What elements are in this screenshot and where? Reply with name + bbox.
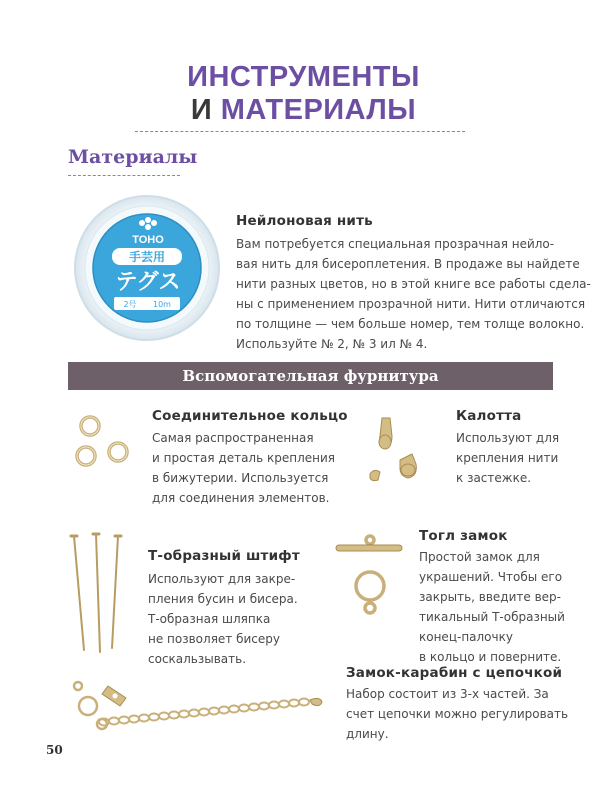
ring-line: в бижутерии. Используется xyxy=(152,471,329,485)
nylon-title: Нейлоновая нить xyxy=(236,213,373,229)
section-divider xyxy=(68,175,180,176)
clasp-title: Замок-карабин с цепочкой xyxy=(346,665,563,681)
toggle-line: в кольцо и поверните. xyxy=(419,650,562,664)
toggle-clasp-image xyxy=(330,532,410,632)
nylon-line: ны с применением прозрачной нити. Нити отличаются xyxy=(236,297,586,311)
t-pins-image xyxy=(64,528,134,658)
nylon-line: по толщине — чем больше номер, тем толще волокно. xyxy=(236,317,585,331)
nylon-line: Используйте № 2, № 3 ил № 4. xyxy=(236,337,428,351)
thread-spool-image xyxy=(72,193,222,343)
spool-brand: TOHO xyxy=(132,234,164,246)
fittings-band-title: Вспомогательная фурнитура xyxy=(182,367,439,385)
calotte-line: крепления нити xyxy=(456,451,559,465)
title-divider xyxy=(135,131,465,132)
nylon-line: вая нить для бисероплетения. В продаже вы найдете xyxy=(236,257,580,271)
jump-rings-image xyxy=(70,412,140,472)
ring-description xyxy=(152,428,335,508)
toggle-title: Тогл замок xyxy=(419,528,508,544)
page-number: 50 xyxy=(46,743,63,757)
calotte-title: Калотта xyxy=(456,408,522,424)
tpin-line: Т-образная шляпка xyxy=(148,612,271,626)
nylon-line: Вам потребуется специальная прозрачная нейло- xyxy=(236,237,555,251)
calotte-image xyxy=(360,412,440,492)
spool-size: 2号 xyxy=(123,300,137,309)
toggle-line: конец-палочку xyxy=(419,630,513,644)
page-title-line2 xyxy=(0,94,607,127)
toggle-description xyxy=(419,547,565,667)
toggle-line: закрыть, введите вер- xyxy=(419,590,561,604)
tpin-line: Используют для закре- xyxy=(148,572,296,586)
toggle-line: Простой замок для xyxy=(419,550,540,564)
calotte-line: Используют для xyxy=(456,431,560,445)
tpin-description xyxy=(148,569,298,669)
toggle-line: тикальный Т-образный xyxy=(419,610,565,624)
tpin-line: пления бусин и бисера. xyxy=(148,592,298,606)
calotte-description xyxy=(456,428,559,488)
tpin-line: соскальзывать. xyxy=(148,652,247,666)
toggle-line: украшений. Чтобы его xyxy=(419,570,563,584)
page-title-line1: ИНСТРУМЕНТЫ xyxy=(187,61,420,93)
tpin-line: не позволяет бисеру xyxy=(148,632,280,646)
ring-line: для соединения элементов. xyxy=(152,491,330,505)
clasp-description xyxy=(346,684,568,744)
nylon-line: нити разных цветов, но в этой книге все работы сдела- xyxy=(236,277,591,291)
clasp-line: длину. xyxy=(346,727,389,741)
ring-line: и простая деталь крепления xyxy=(152,451,335,465)
spool-length: 10m xyxy=(153,300,171,309)
page-title-materials: МАТЕРИАЛЫ xyxy=(220,94,417,126)
tpin-title: Т-образный штифт xyxy=(148,548,300,564)
section-title: Материалы xyxy=(68,146,198,168)
spool-line-b: テグス xyxy=(115,270,181,295)
calotte-line: к застежке. xyxy=(456,471,532,485)
clasp-line: счет цепочки можно регулировать xyxy=(346,707,569,721)
page-title-and: И xyxy=(190,94,213,126)
ring-line: Самая распространенная xyxy=(152,431,314,445)
spool-line-a: 手芸用 xyxy=(128,250,166,264)
lobster-clasp-chain-image xyxy=(68,676,328,736)
nylon-description xyxy=(236,234,591,354)
ring-title: Соединительное кольцо xyxy=(152,408,348,424)
clasp-line: Набор состоит из 3-х частей. За xyxy=(346,687,549,701)
